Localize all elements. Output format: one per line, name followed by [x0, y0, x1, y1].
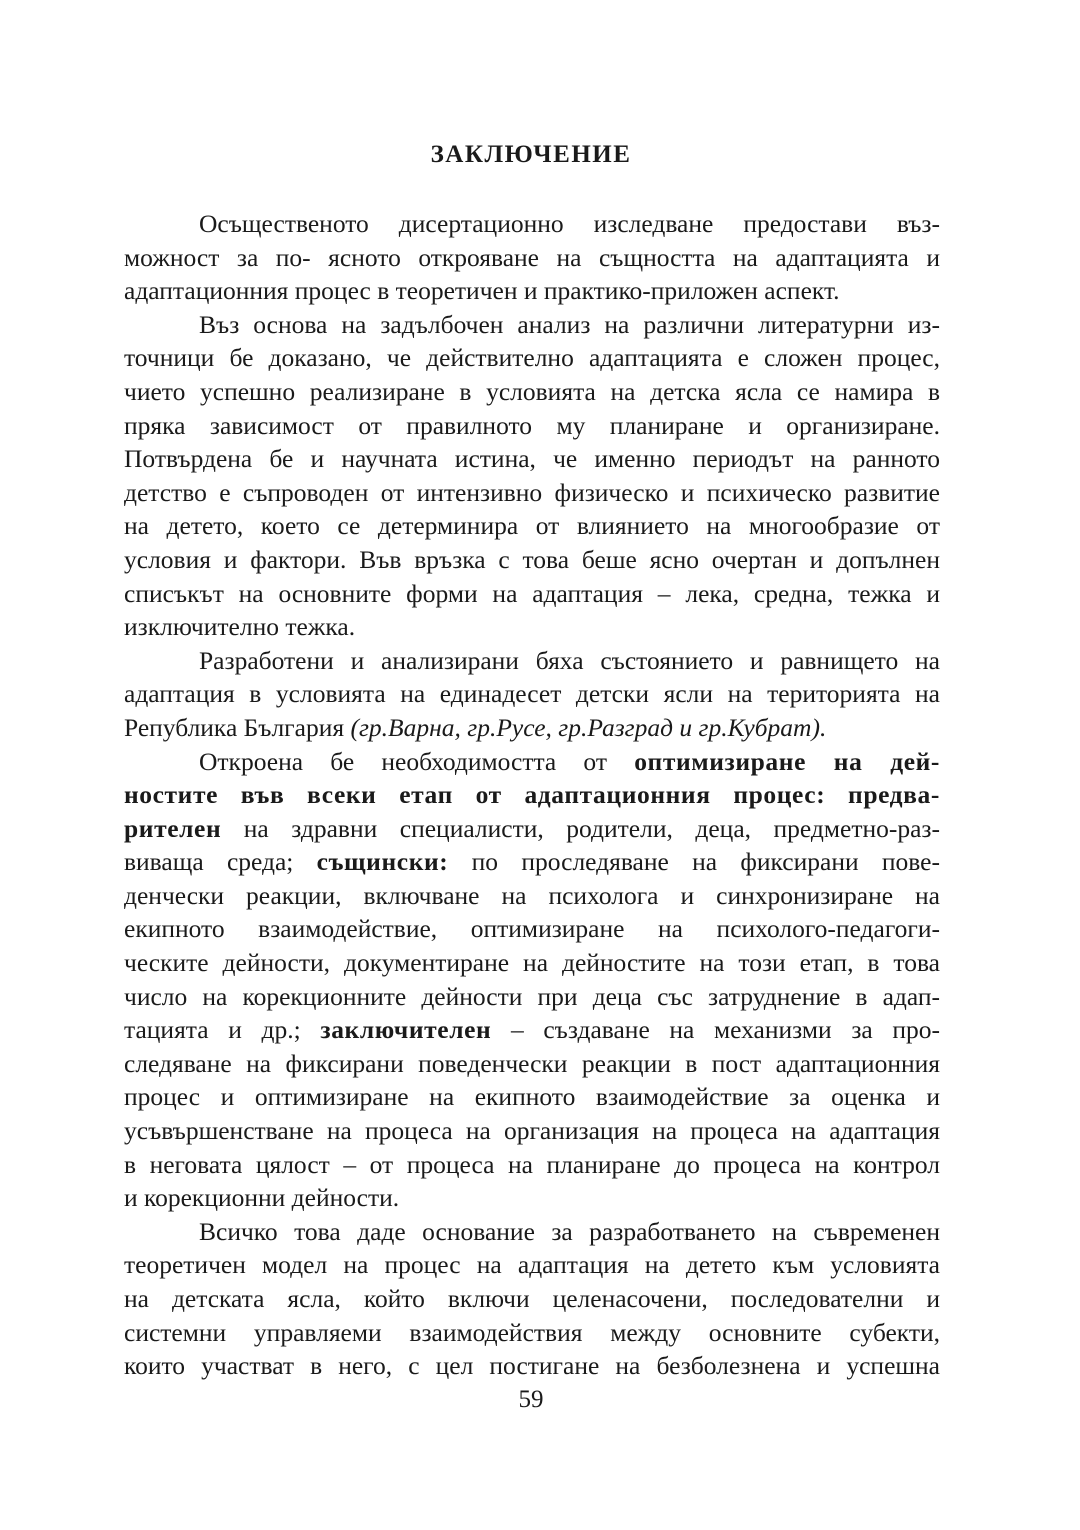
text-line: [124, 980, 940, 1014]
text-line: [124, 442, 940, 476]
text-line: [124, 509, 940, 543]
text-run: процес и оптимизиране на екипното взаимодействие за оценка и: [124, 1082, 940, 1112]
text-line: [124, 476, 940, 510]
text-run: адаптация в условията на единадесет детски ясли на територията на: [124, 679, 940, 709]
text-run: и корекционни дейности.: [124, 1183, 400, 1213]
paragraph: [124, 1215, 940, 1383]
bold-text: рителен: [124, 813, 222, 843]
text-line: [124, 1114, 940, 1148]
text-run: число на корекционните дейности при деца със затруднение в адап-: [124, 981, 940, 1011]
text-line: [124, 845, 940, 879]
bold-text: заключителен: [320, 1015, 492, 1045]
text-line: [124, 409, 940, 443]
text-run: в неговата цялост – от процеса на планиране до процеса на контрол: [124, 1149, 940, 1179]
text-run: адаптационния процес в теоретичен и практико-приложен аспект.: [124, 276, 840, 306]
bold-text: същински:: [316, 847, 449, 877]
text-line: [124, 745, 940, 779]
text-line: [124, 879, 940, 913]
text-run: можност за по- ясното открояване на същността на адаптацията и: [124, 242, 940, 272]
text-line: [124, 610, 940, 644]
page-title: ЗАКЛЮЧЕНИЕ: [430, 141, 632, 168]
text-line: [124, 946, 940, 980]
text-line: [124, 644, 940, 678]
text-run: условия и фактори. Във връзка с това беше ясно очертан и допълнен: [124, 544, 940, 574]
text-run: – създаване на механизми за про-: [491, 1015, 940, 1045]
text-run: теоретичен модел на процес на адаптация на детето към условията: [124, 1250, 940, 1280]
bold-text: оптимизиране на дей-: [634, 746, 941, 776]
text-line: [124, 677, 940, 711]
text-run: на здравни специалисти, родители, деца, предметно-раз-: [221, 813, 940, 843]
text-run: по проследяване на фиксирани пове-: [448, 847, 940, 877]
text-run: на детската ясла, който включи целенасочени, последователни и: [124, 1284, 940, 1313]
text-line: [124, 207, 940, 241]
text-line: [124, 241, 940, 275]
text-run: екипното взаимодействие, оптимизиране на психолого-педагоги-: [124, 914, 940, 944]
text-line: [124, 1013, 940, 1047]
text-run: Потвърдена бе и научната истина, че именно периодът на ранното: [124, 444, 940, 474]
text-run: списъкът на основните форми на адаптация – лека, средна, тежка и: [124, 578, 940, 608]
text-line: [124, 1316, 940, 1350]
text-line: [124, 577, 940, 611]
text-line: [124, 912, 940, 946]
text-line: [124, 1215, 940, 1249]
text-run: системни управляеми взаимодействия между основните субекти,: [124, 1317, 940, 1347]
text-line: [124, 1080, 940, 1114]
text-run: които участват в него, с цел постигане на безболезнена и успешна: [124, 1351, 940, 1381]
text-line: [124, 1349, 940, 1383]
text-run: Република България: [124, 712, 351, 742]
text-run: на детето, което се детерминира от влиянието на многообразие от: [124, 511, 940, 541]
text-line: [124, 778, 940, 812]
text-line: [124, 308, 940, 342]
paragraph: [124, 207, 940, 308]
text-run: Въз основа на задълбочен анализ на различни литературни из-: [199, 309, 940, 339]
text-run: Всичко това даде основание за разработването на съвременен: [199, 1216, 940, 1246]
text-line: [124, 341, 940, 375]
text-line: [124, 543, 940, 577]
text-run: Откроена бе необходимостта от: [199, 746, 635, 776]
body-text: [124, 207, 940, 1383]
text-run: виваща среда;: [124, 847, 317, 877]
italic-text: (гр.Варна, гр.Русе, гр.Разград и гр.Кубрат).: [350, 712, 827, 742]
text-line: [124, 274, 940, 308]
text-run: усъвършенстване на процеса на организация на процеса на адаптация: [124, 1116, 940, 1146]
text-line: [124, 1047, 940, 1081]
text-run: Разработени и анализирани бяха състоянието и равнището на: [199, 645, 940, 675]
text-run: чието успешно реализиране в условията на детска ясла се намира в: [124, 376, 940, 406]
text-run: ческите дейности, документиране на дейностите на този етап, в това: [124, 948, 940, 978]
paragraph: [124, 308, 940, 644]
text-run: изключително тежка.: [124, 612, 356, 642]
text-run: пряка зависимост от правилното му планиране и организиране.: [124, 410, 940, 440]
text-line: [124, 1148, 940, 1182]
text-line: [124, 812, 940, 846]
text-run: следяване на фиксирани поведенчески реакции в пост адаптационния: [124, 1048, 940, 1078]
text-line: [124, 1248, 940, 1282]
text-run: Осъщественото дисертационно изследване предостави въз-: [199, 209, 940, 238]
text-line: [124, 375, 940, 409]
text-run: денчески реакции, включване на психолога и синхронизиране на: [124, 880, 940, 910]
paragraph: [124, 745, 940, 1215]
text-line: [124, 1282, 940, 1316]
text-run: точници бе доказано, че действително адаптацията е сложен процес,: [124, 343, 940, 373]
text-run: детство е съпроводен от интензивно физическо и психическо развитие: [124, 477, 940, 507]
bold-text: ностите във всеки етап от адаптационния процес: предва-: [124, 780, 940, 810]
text-line: [124, 1181, 940, 1215]
text-line: [124, 711, 940, 745]
paragraph: [124, 644, 940, 745]
text-run: тацията и др.;: [124, 1015, 321, 1045]
page-number: 59: [518, 1386, 544, 1413]
